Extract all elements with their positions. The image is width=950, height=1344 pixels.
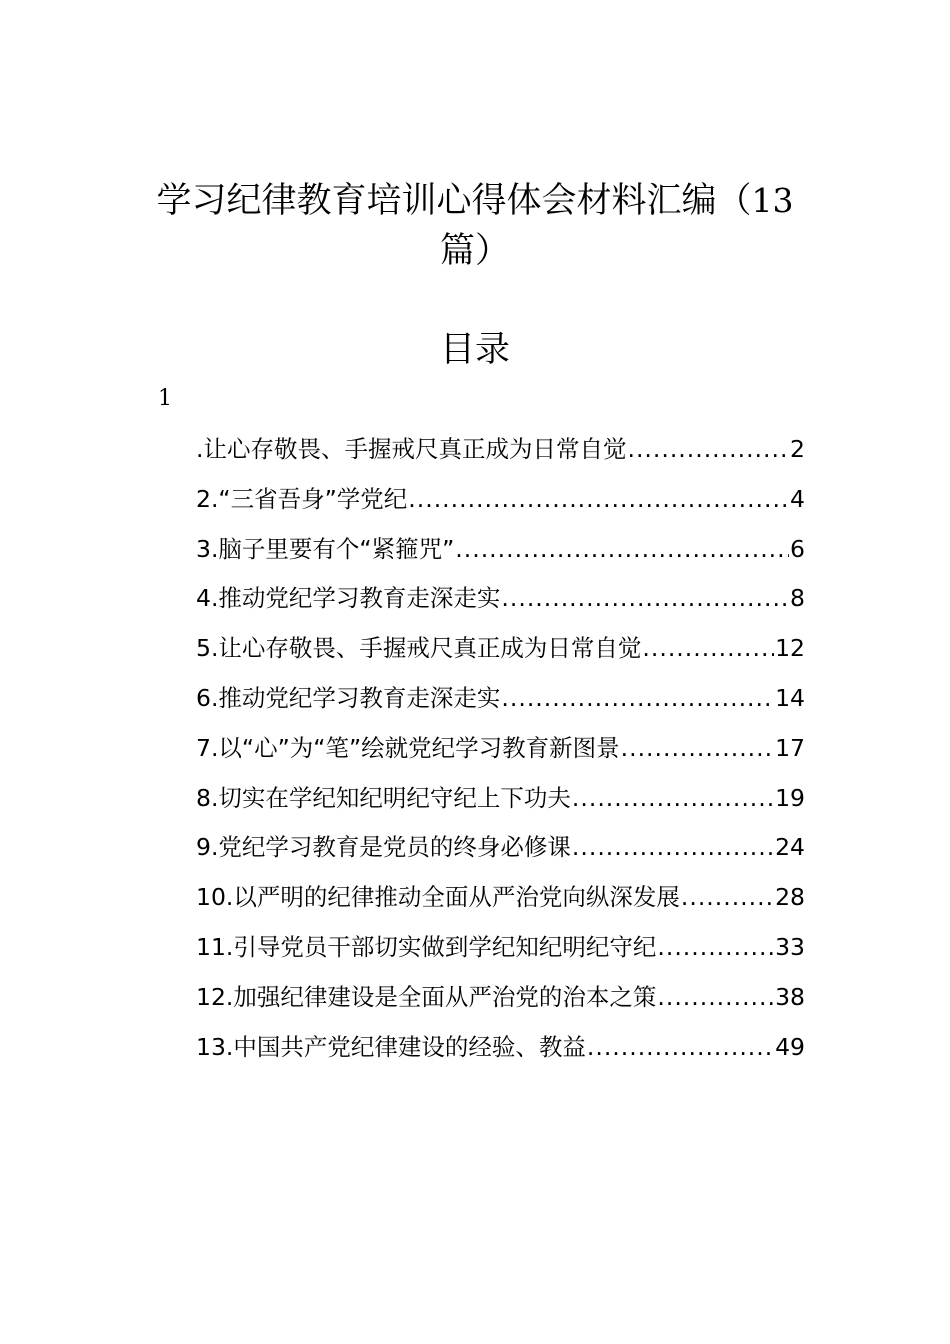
toc-entry-page: 2 [790,435,805,463]
toc-entry[interactable] [196,1023,805,1073]
stray-number: 1 [158,386,172,411]
document-title [140,176,810,276]
toc-entry-title: 2.“三省吾身”学党纪 [196,484,408,513]
toc-entry[interactable] [196,624,805,674]
toc-entry-title: .让心存敬畏、手握戒尺真正成为日常自觉 [196,435,627,463]
toc-entry-page: 28 [775,883,805,912]
toc-heading: 目录 [439,330,510,370]
toc-entry[interactable] [196,973,805,1023]
toc-entry-page: 38 [775,982,805,1011]
toc-entry-page: 14 [775,683,805,712]
title-end: 篇） [439,231,510,271]
toc-entry-title: 4.推动党纪学习教育走深走实 [196,584,501,613]
toc-entry-title: 6.推动党纪学习教育走深走实 [196,683,501,712]
toc-entry[interactable] [196,724,805,774]
toc-entry-page: 19 [775,783,805,812]
toc-entry-page: 6 [790,534,805,563]
toc-leader [408,475,789,525]
toc-entry[interactable] [196,774,805,824]
toc-entry[interactable] [196,873,805,923]
toc-leader [657,973,774,1023]
toc-leader [501,674,774,724]
toc-entry-title: 5.让心存敬畏、手握戒尺真正成为日常自觉 [196,634,642,663]
toc-leader [455,525,789,575]
toc-entry-page: 49 [775,1032,805,1061]
toc-entry-title: 10.以严明的纪律推动全面从严治党向纵深发展 [196,883,680,912]
toc-leader [627,425,789,475]
title-text: 学习纪律教育培训心得体会材料汇编（ [156,181,752,221]
toc-entry[interactable] [196,574,805,624]
toc-leader [621,724,774,774]
title-number: 13 [751,181,794,220]
toc-entry-title: 9.党纪学习教育是党员的终身必修课 [196,833,571,862]
toc-leader [572,774,774,824]
toc-entry-page: 17 [775,733,805,762]
toc-entry[interactable] [196,823,805,873]
toc-entry-title: 13.中国共产党纪律建设的经验、教益 [196,1032,586,1061]
toc-leader [657,923,774,973]
toc-entry[interactable] [196,475,805,525]
toc-leader [642,624,774,674]
toc-entry[interactable] [196,425,805,475]
toc-leader [572,823,774,873]
toc-leader [501,574,789,624]
toc-entry-page: 24 [775,833,805,862]
toc-entry-title: 3.脑子里要有个“紧箍咒” [196,534,455,563]
toc-entry-title: 8.切实在学纪知纪明纪守纪上下功夫 [196,783,571,812]
toc-entry[interactable] [196,674,805,724]
toc-leader [587,1023,774,1073]
toc-entry-page: 33 [775,932,805,961]
toc-entry-page: 12 [775,634,805,663]
toc-entry-title: 7.以“心”为“笔”绘就党纪学习教育新图景 [196,733,620,762]
toc-entry-page: 8 [790,584,805,613]
toc-leader [681,873,774,923]
toc-entry[interactable] [196,923,805,973]
toc-entry-title: 12.加强纪律建设是全面从严治党的治本之策 [196,982,657,1011]
toc-entry-title: 11.引导党员干部切实做到学纪知纪明纪守纪 [196,932,657,961]
toc-entry-page: 4 [790,484,805,513]
toc-entry[interactable] [196,525,805,575]
table-of-contents [196,425,805,1072]
